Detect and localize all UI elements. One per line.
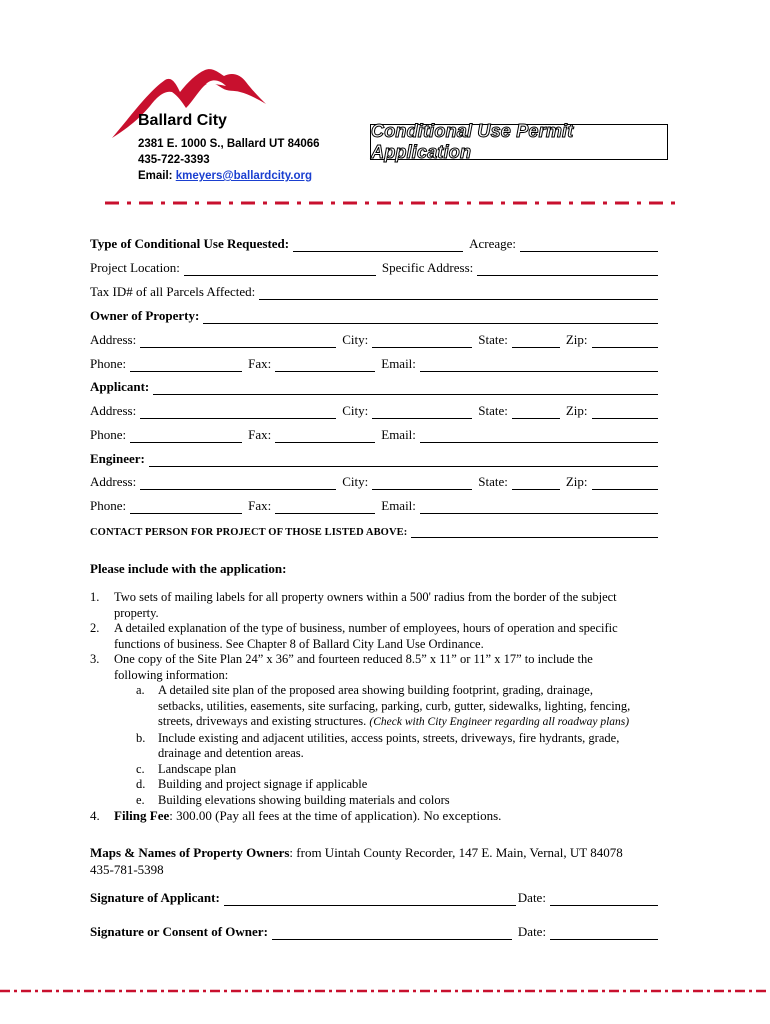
- bottom-divider: [0, 988, 770, 994]
- include-title: Please include with the application:: [90, 561, 287, 576]
- sub-number: d.: [136, 777, 146, 791]
- sub-item: [90, 793, 680, 809]
- form-title-box: [370, 121, 668, 162]
- engineer-fax-label: Fax:: [248, 498, 272, 513]
- engineer-email-label: Email:: [381, 498, 416, 513]
- filing-fee-label: Filing Fee: [114, 808, 170, 823]
- owner-state-field[interactable]: [512, 333, 560, 348]
- include-list: [90, 590, 680, 824]
- applicant-field[interactable]: [153, 380, 658, 395]
- maps-section: [90, 844, 690, 878]
- sub-number: e.: [136, 792, 145, 807]
- engineer-label: Engineer:: [90, 451, 145, 466]
- org-name: Ballard City: [138, 112, 227, 129]
- row-applicant: [90, 375, 658, 395]
- list-number: 2.: [90, 621, 100, 635]
- maps-label: Maps & Names of Property Owners: [90, 845, 290, 860]
- ballard-city-logo-icon: [110, 62, 270, 142]
- list-item: [90, 590, 680, 621]
- owner-fax-label: Fax:: [248, 356, 272, 371]
- list-text: property.: [114, 605, 159, 620]
- tax-id-label: Tax ID# of all Parcels Affected:: [90, 284, 256, 299]
- project-location-field[interactable]: [184, 261, 376, 276]
- sub-item: [90, 762, 680, 778]
- engineer-state-field[interactable]: [512, 475, 560, 490]
- row-engineer-address: [90, 470, 658, 490]
- engineer-email-field[interactable]: [420, 499, 658, 514]
- owner-address-label: Address:: [90, 332, 137, 347]
- sub-item: [90, 777, 680, 793]
- owner-email-label: Email:: [381, 356, 416, 371]
- applicant-signature-label: Signature of Applicant:: [90, 890, 220, 905]
- applicant-fax-field[interactable]: [275, 428, 375, 443]
- owner-label: Owner of Property:: [90, 308, 200, 323]
- owner-zip-field[interactable]: [592, 333, 658, 348]
- contact-person-field[interactable]: [411, 523, 658, 538]
- row-location: [90, 256, 658, 276]
- applicant-fax-label: Fax:: [248, 427, 272, 442]
- engineer-fax-field[interactable]: [275, 499, 375, 514]
- row-applicant-address: [90, 399, 658, 419]
- sub-item: [90, 731, 680, 762]
- sub-text: Building elevations showing building materials and colors: [158, 792, 450, 807]
- owner-signature-label: Signature or Consent of Owner:: [90, 924, 268, 939]
- sub-text: Include existing and adjacent utilities, access points, streets, driveways, fire hydrants, grade,: [158, 730, 620, 745]
- owner-city-field[interactable]: [372, 333, 472, 348]
- list-item: [90, 808, 680, 824]
- applicant-address-field[interactable]: [140, 404, 336, 419]
- phone-line: 435-722-3393: [138, 154, 210, 166]
- email-label: Email:: [138, 170, 173, 182]
- applicant-email-field[interactable]: [420, 428, 658, 443]
- row-contact: [90, 518, 658, 538]
- maps-text: : from Uintah County Recorder, 147 E. Main, Vernal, UT 84078: [289, 845, 623, 860]
- sub-text: A detailed site plan of the proposed area showing building footprint, grading, drainage,: [158, 683, 593, 697]
- engineer-zip-field[interactable]: [592, 475, 658, 490]
- applicant-phone-label: Phone:: [90, 427, 127, 442]
- applicant-city-label: City:: [342, 403, 369, 418]
- applicant-state-field[interactable]: [512, 404, 560, 419]
- applicant-date-field[interactable]: [550, 891, 658, 906]
- row-owner-signature: [90, 924, 658, 940]
- top-divider: [105, 200, 675, 206]
- email-line: [138, 168, 312, 184]
- owner-zip-label: Zip:: [565, 332, 588, 347]
- acreage-label: Acreage:: [469, 236, 517, 251]
- maps-phone: 435-781-5398: [90, 862, 164, 877]
- sub-text: drainage and detention areas.: [158, 746, 304, 760]
- specific-address-field[interactable]: [477, 261, 658, 276]
- specific-address-label: Specific Address:: [381, 260, 474, 275]
- owner-phone-label: Phone:: [90, 356, 127, 371]
- type-label: Type of Conditional Use Requested:: [90, 236, 290, 251]
- form-title: Conditional Use Permit Application: [371, 121, 574, 162]
- row-engineer-contact: [90, 494, 658, 514]
- list-item: [90, 621, 680, 652]
- row-engineer: [90, 447, 658, 467]
- applicant-address-label: Address:: [90, 403, 137, 418]
- tax-id-field[interactable]: [259, 285, 658, 300]
- engineer-phone-label: Phone:: [90, 498, 127, 513]
- acreage-field[interactable]: [520, 237, 658, 252]
- list-number: 3.: [90, 652, 100, 666]
- list-text: functions of business. See Chapter 8 of Ballard City Land Use Ordinance.: [114, 636, 484, 651]
- applicant-phone-field[interactable]: [130, 428, 242, 443]
- owner-fax-field[interactable]: [275, 357, 375, 372]
- row-owner-contact: [90, 352, 658, 372]
- owner-date-label: Date:: [517, 924, 547, 939]
- applicant-zip-label: Zip:: [565, 403, 588, 418]
- address-line: 2381 E. 1000 S., Ballard UT 84066: [138, 138, 320, 150]
- list-item: [90, 652, 680, 683]
- list-text: A detailed explanation of the type of business, number of employees, hours of operation and specific: [114, 621, 618, 635]
- engineer-zip-label: Zip:: [565, 474, 588, 489]
- email-link[interactable]: kmeyers@ballardcity.org: [175, 170, 313, 182]
- owner-date-field[interactable]: [550, 925, 658, 940]
- filing-fee-text: : 300.00 (Pay all fees at the time of application). No exceptions.: [169, 808, 502, 823]
- applicant-label: Applicant:: [90, 379, 150, 394]
- engineer-state-label: State:: [478, 474, 508, 489]
- applicant-zip-field[interactable]: [592, 404, 658, 419]
- sub-note: (Check with City Engineer regarding all roadway plans): [369, 716, 630, 728]
- engineer-address-label: Address:: [90, 474, 137, 489]
- engineer-city-field[interactable]: [372, 475, 472, 490]
- applicant-email-label: Email:: [381, 427, 416, 442]
- row-tax: [90, 280, 658, 300]
- list-text: One copy of the Site Plan 24” x 36” and fourteen reduced 8.5” x 11” or 11” x 17” to include the: [114, 652, 593, 666]
- list-text: following information:: [114, 667, 229, 682]
- list-number: 1.: [90, 590, 100, 604]
- sub-text: Landscape plan: [158, 761, 237, 776]
- type-field[interactable]: [293, 237, 463, 252]
- applicant-signature-field[interactable]: [224, 891, 516, 906]
- row-applicant-contact: [90, 423, 658, 443]
- owner-address-field[interactable]: [140, 333, 336, 348]
- engineer-address-field[interactable]: [140, 475, 336, 490]
- sub-number: a.: [136, 683, 145, 697]
- applicant-date-label: Date:: [517, 890, 546, 905]
- engineer-field[interactable]: [149, 452, 658, 467]
- engineer-city-label: City:: [342, 474, 369, 489]
- owner-signature-field[interactable]: [272, 925, 512, 940]
- sub-text: streets, driveways and existing structures.: [158, 714, 367, 728]
- list-number: 4.: [90, 808, 100, 823]
- sub-number: b.: [136, 730, 146, 745]
- row-owner-address: [90, 328, 658, 348]
- contact-person-label: CONTACT PERSON FOR PROJECT OF THOSE LISTED ABOVE:: [90, 527, 408, 538]
- applicant-city-field[interactable]: [372, 404, 472, 419]
- list-text: Two sets of mailing labels for all property owners within a 500' radius from the border of the subject: [114, 590, 617, 604]
- row-owner: [90, 304, 658, 324]
- owner-phone-field[interactable]: [130, 357, 242, 372]
- owner-city-label: City:: [342, 332, 369, 347]
- row-type: [90, 232, 658, 252]
- sub-text: setbacks, utilities, easements, site surfacing, parking, curb, gutter, sidewalks, lighting, fencing,: [158, 698, 631, 713]
- owner-field[interactable]: [203, 309, 658, 324]
- sub-number: c.: [136, 761, 145, 776]
- applicant-state-label: State:: [478, 403, 508, 418]
- sub-text: Building and project signage if applicable: [158, 777, 368, 791]
- owner-state-label: State:: [478, 332, 508, 347]
- engineer-phone-field[interactable]: [130, 499, 242, 514]
- sub-item: [90, 683, 680, 731]
- project-location-label: Project Location:: [90, 260, 180, 275]
- row-applicant-signature: [90, 890, 658, 906]
- owner-email-field[interactable]: [420, 357, 658, 372]
